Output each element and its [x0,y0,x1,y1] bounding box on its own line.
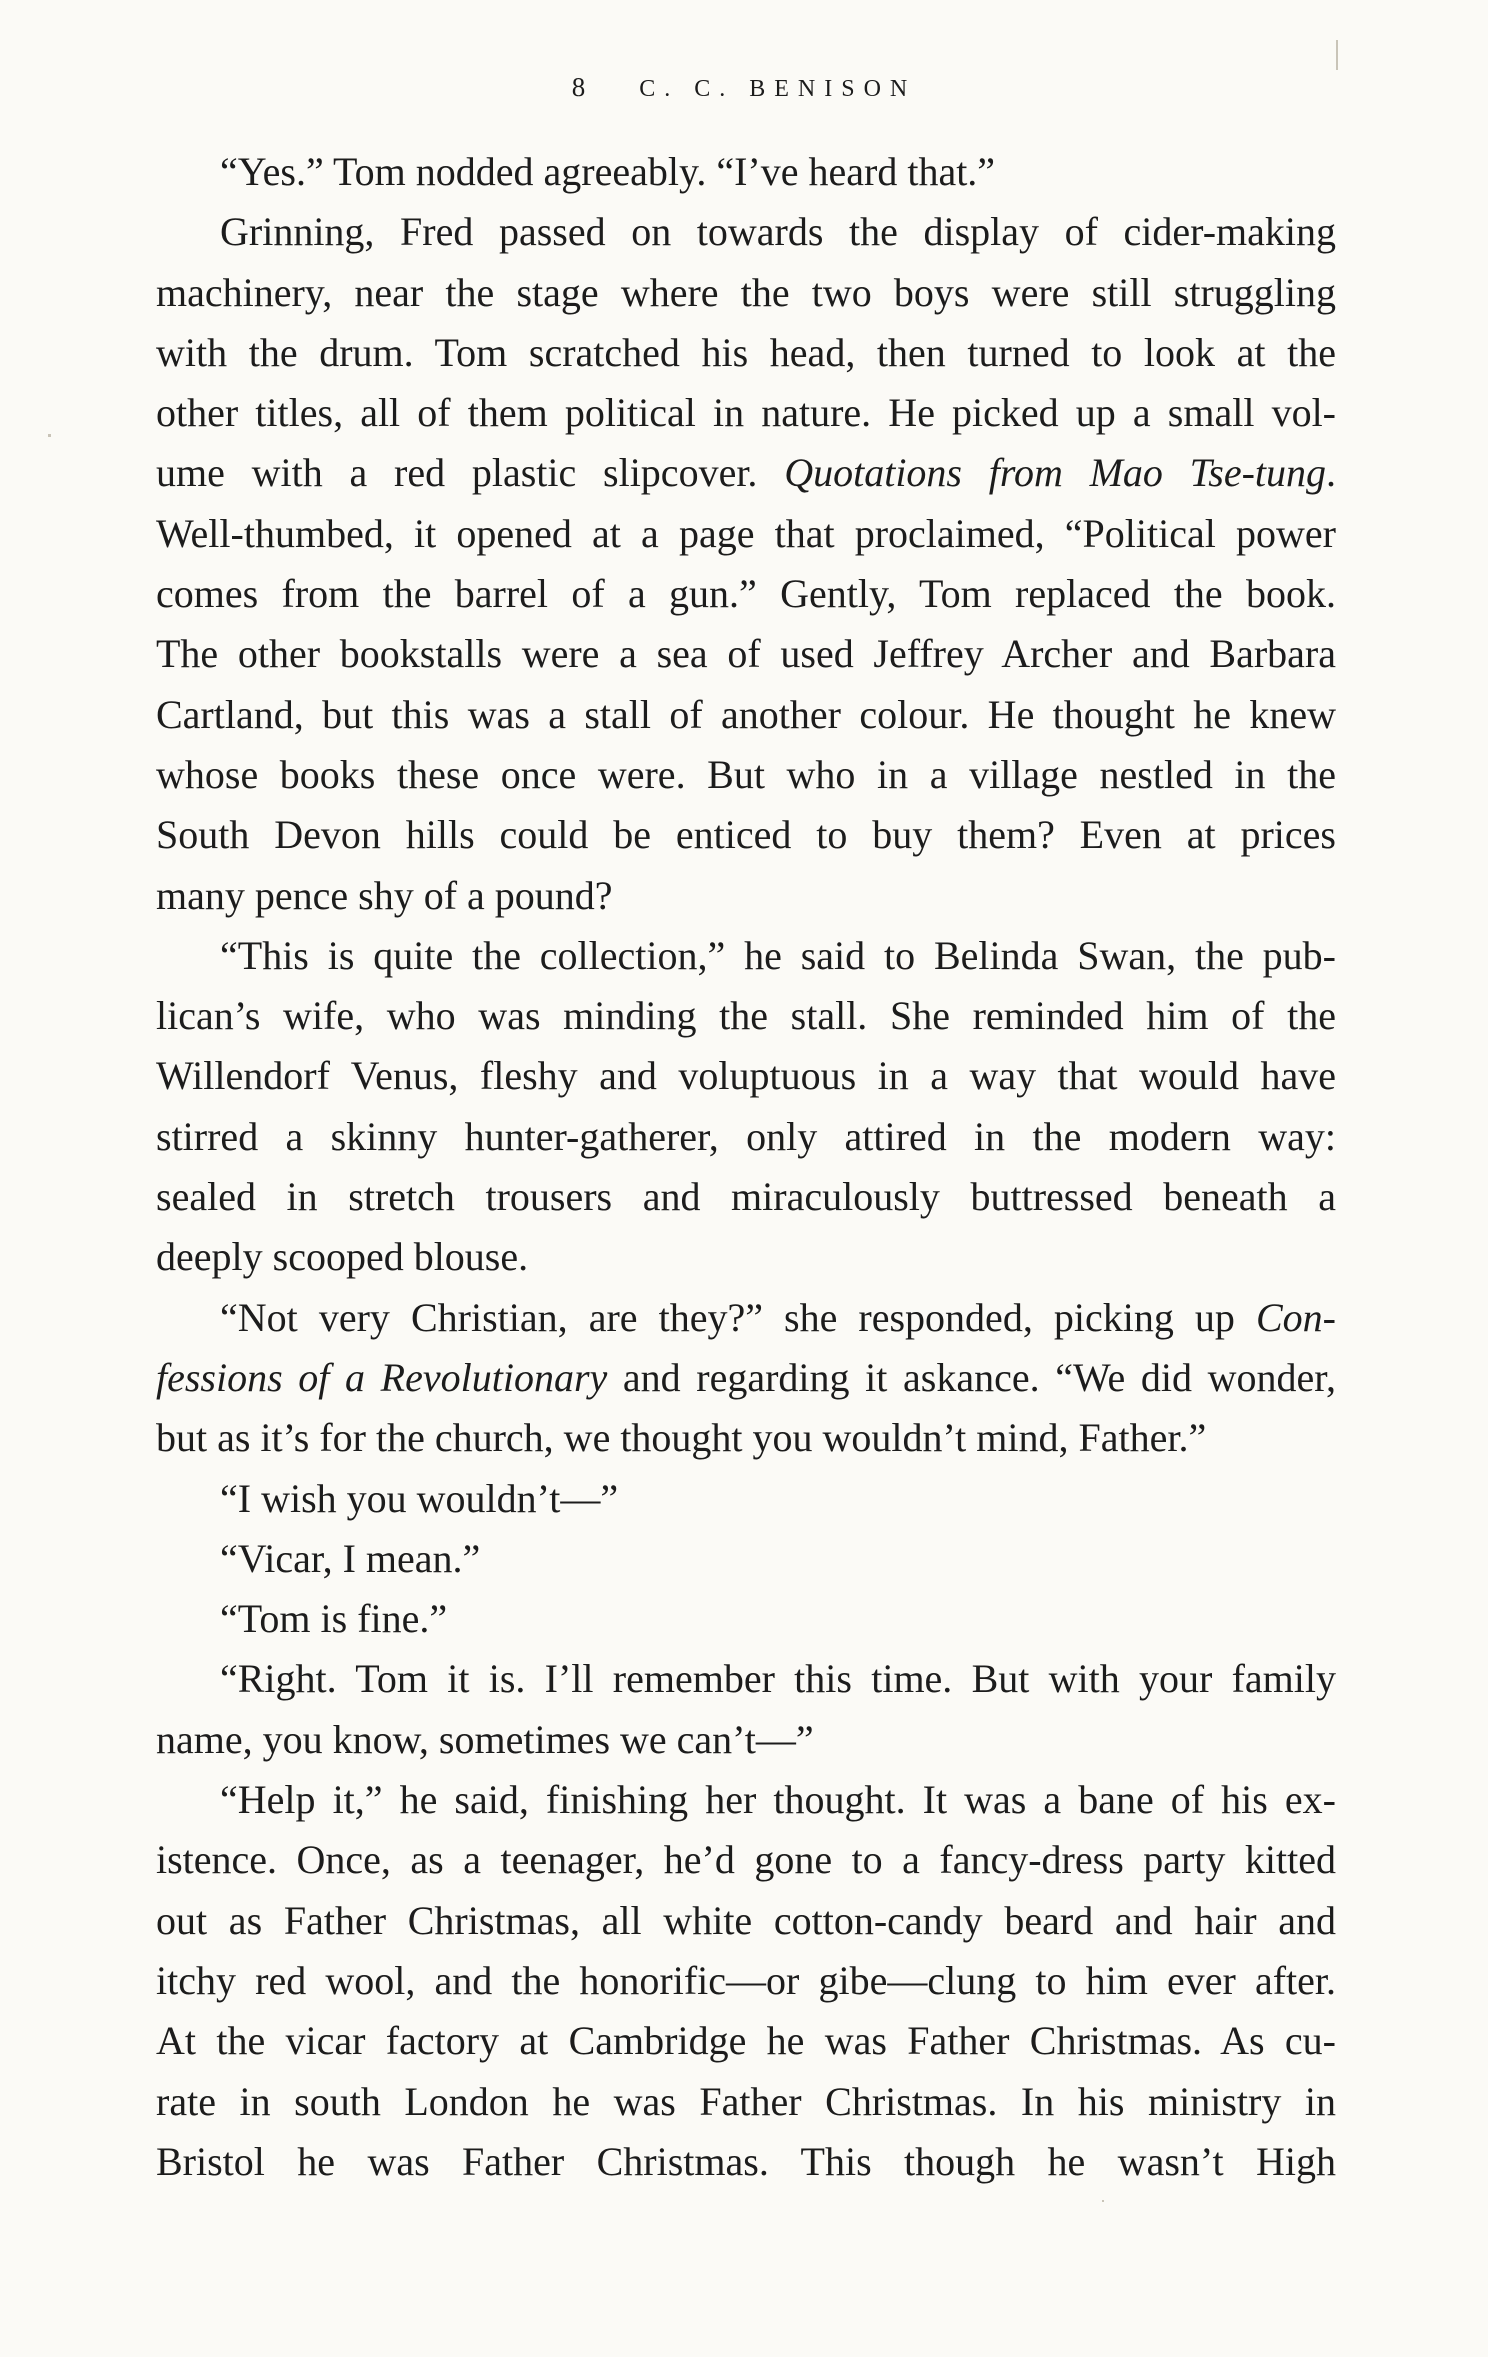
line-text: comes from the barrel of a gun.” Gently, Tom replaced the book. [156,571,1336,617]
text-line [156,1589,1336,1649]
line-text: whose books these once were. But who in a village nestled in the [156,751,1336,797]
text-line [156,1288,1336,1348]
text-line [156,866,1336,926]
line-text: itchy red wool, and the honorific—or gibe—clung to him ever after. [156,1957,1336,2003]
line-text: The other bookstalls were a sea of used Jeffrey Archer and Barbara [156,631,1336,677]
text-line [156,1167,1336,1227]
italic-title: Con- [1256,1294,1336,1340]
text-line [156,624,1336,684]
line-text: ume with a red plastic slipcover. [156,450,785,496]
text-line [156,504,1336,564]
line-text: “Vicar, I mean.” [220,1535,481,1581]
text-line [156,263,1336,323]
line-text: Well-thumbed, it opened at a page that proclaimed, “Political power [156,510,1336,556]
text-line [156,1529,1336,1589]
text-line [156,1348,1336,1408]
body-text [156,142,1336,2192]
line-text: and regarding it askance. “We did wonder, [607,1354,1336,1400]
line-text: with the drum. Tom scratched his head, then turned to look at the [156,329,1336,375]
text-line [156,564,1336,624]
line-text: sealed in stretch trousers and miraculously buttressed beneath a [156,1174,1336,1220]
line-text: rate in south London he was Father Christmas. In his ministry in [156,2078,1336,2124]
line-text: machinery, near the stage where the two boys were still struggling [156,269,1336,315]
line-text: South Devon hills could be enticed to buy them? Even at prices [156,812,1336,858]
line-text: other titles, all of them political in nature. He picked up a small vol- [156,390,1336,436]
text-line [156,443,1336,503]
text-line [156,323,1336,383]
line-text: deeply scooped blouse. [156,1234,529,1280]
line-text: istence. Once, as a teenager, he’d gone to a fancy-dress party kitted [156,1837,1336,1883]
line-text: “Not very Christian, are they?” she responded, picking up [220,1294,1256,1340]
text-line [156,1107,1336,1167]
text-line [156,1710,1336,1770]
line-text: Cartland, but this was a stall of another colour. He thought he knew [156,691,1336,737]
line-text: “Right. Tom it is. I’ll remember this time. But with your family [220,1656,1336,1702]
line-text: . [1326,450,1336,496]
text-line [156,2132,1336,2192]
italic-title: fessions of a Revolutionary [156,1354,608,1400]
text-line [156,1770,1336,1830]
text-line [156,685,1336,745]
line-text: “I wish you wouldn’t—” [220,1475,619,1521]
line-text: out as Father Christmas, all white cotton-candy beard and hair and [156,1897,1336,1943]
print-speck [48,434,51,437]
line-text: “This is quite the collection,” he said to Belinda Swan, the pub- [220,932,1336,978]
running-head [0,72,1488,103]
line-text: stirred a skinny hunter-gatherer, only attired in the modern way: [156,1113,1336,1159]
text-line [156,142,1336,202]
text-line [156,2072,1336,2132]
text-line [156,1227,1336,1287]
line-text: Bristol he was Father Christmas. This though he wasn’t High [156,2138,1336,2184]
line-text: lican’s wife, who was minding the stall. She reminded him of the [156,993,1336,1039]
line-text: name, you know, sometimes we can’t—” [156,1716,814,1762]
text-line [156,2011,1336,2071]
text-line [156,1891,1336,1951]
text-line [156,202,1336,262]
print-speck [1102,2200,1104,2202]
text-line [156,926,1336,986]
running-head-author: C. C. BENISON [639,76,917,102]
text-line [156,1408,1336,1468]
line-text: many pence shy of a pound? [156,872,613,918]
line-text: Willendorf Venus, fleshy and voluptuous in a way that would have [156,1053,1336,1099]
line-text: Grinning, Fred passed on towards the display of cider-making [220,209,1336,255]
page-number: 8 [571,72,586,102]
text-line [156,1830,1336,1890]
line-text: “Tom is fine.” [220,1596,448,1642]
print-speck [1336,40,1338,70]
text-line [156,383,1336,443]
text-line [156,805,1336,865]
italic-title: Quotations from Mao Tse-tung [784,450,1327,496]
text-line [156,1649,1336,1709]
text-line [156,745,1336,805]
line-text: “Yes.” Tom nodded agreeably. “I’ve heard that.” [220,149,996,194]
text-line [156,1046,1336,1106]
text-line [156,1951,1336,2011]
line-text: but as it’s for the church, we thought you wouldn’t mind, Father.” [156,1415,1207,1461]
text-line [156,1469,1336,1529]
line-text: At the vicar factory at Cambridge he was Father Christmas. As cu- [156,2018,1336,2064]
line-text: “Help it,” he said, finishing her thought. It was a bane of his ex- [220,1777,1336,1823]
text-line [156,986,1336,1046]
